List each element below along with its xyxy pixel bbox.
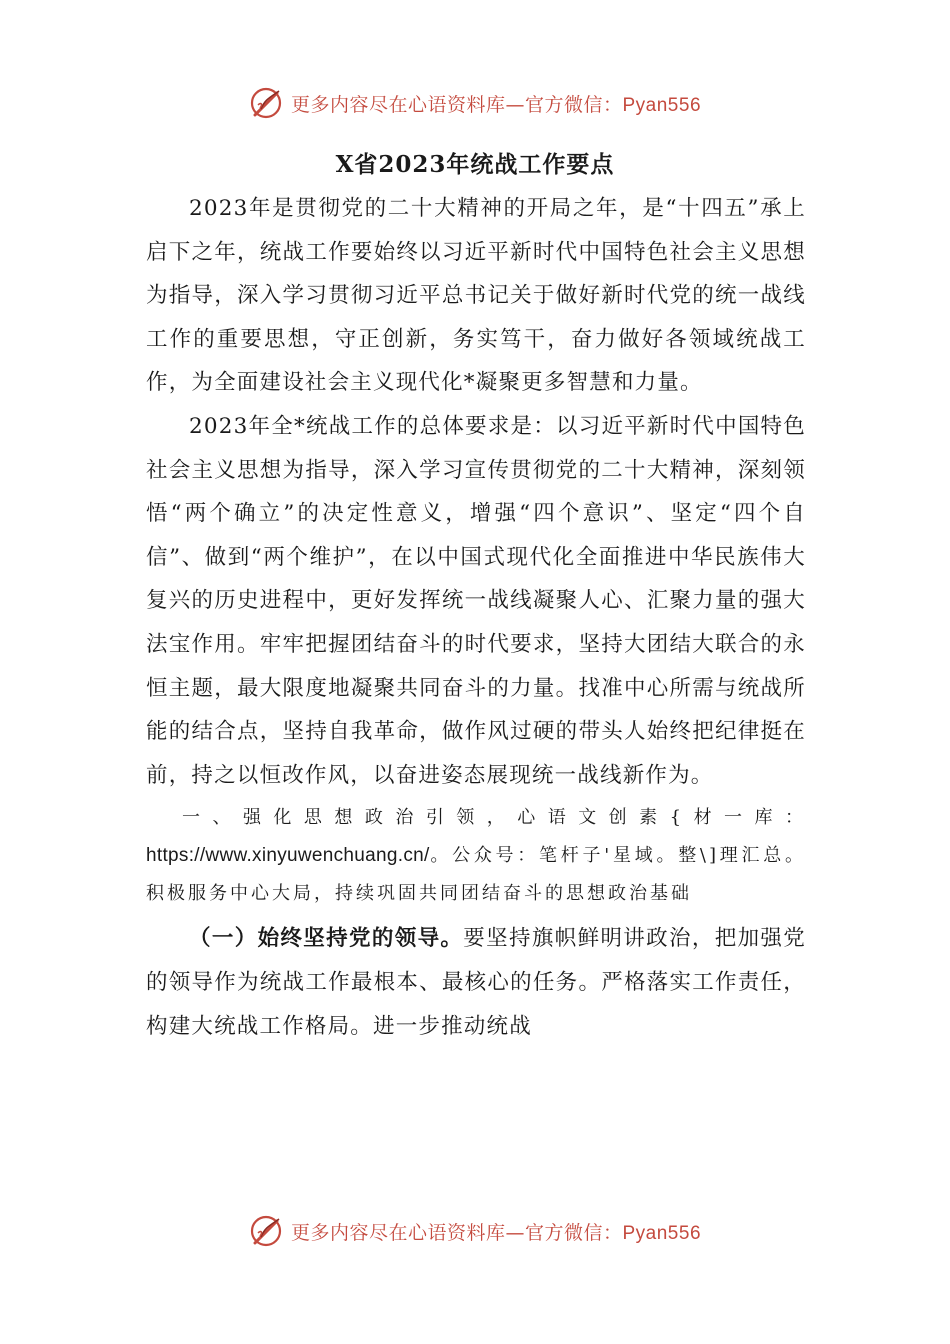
watermark-banner-bottom	[0, 1211, 950, 1251]
document-body	[146, 187, 806, 1048]
section-1-heading	[146, 799, 806, 913]
watermark-banner-top	[0, 83, 950, 123]
section-1-url: https://www.xinyuwenchuang.cn/	[146, 845, 430, 867]
pen-logo-icon	[249, 85, 285, 121]
paragraph-1: 2023年是贯彻党的二十大精神的开局之年，是“十四五”承上启下之年，统战工作要始终以习近平新时代中国特色社会主义思想为指导，深入学习贯彻习近平总书记关于做好新时代党的统一战线工作的重要思想，守正创新，务实笃干，奋力做好各领域统战工作，为全面建设社会主义现代化*凝聚更多智慧和力量。	[146, 196, 806, 396]
pen-logo-icon	[249, 1213, 285, 1249]
section-1-heading-part1: 一、强化思想政治引领，心语文创素{材一库：	[182, 807, 806, 829]
subsection-1	[146, 917, 806, 1048]
watermark-text	[291, 1218, 701, 1245]
watermark-text	[291, 90, 701, 117]
subsection-1-heading: （一）始终坚持党的领导。	[189, 926, 464, 952]
section-1-heading-part2: 。公众号：笔杆子'星域。整\]理汇总。积极服务中心大局，持续巩固共同团结奋斗的思想政治基础	[146, 845, 806, 905]
watermark-label: 更多内容尽在心语资料库—官方微信：	[290, 93, 623, 116]
watermark-wechat-id: Pyan556	[622, 1222, 702, 1244]
document-title: X省2023年统战工作要点	[335, 151, 615, 178]
watermark-wechat-id: Pyan556	[622, 94, 702, 116]
paragraph-2: 2023年全*统战工作的总体要求是：以习近平新时代中国特色社会主义思想为指导，深入学习宣传贯彻党的二十大精神，深刻领悟“两个确立”的决定性意义，增强“四个意识”、坚定“四个自信”、做到“两个维护”，在以中国式现代化全面推进中华民族伟大复兴的历史进程中，更好发挥统一战线凝聚人心、汇聚力量的强大法宝作用。牢牢把握团结奋斗的时代要求，坚持大团结大联合的永恒主题，最大限度地凝聚共同奋斗的力量。找准中心所需与统战所能的结合点，坚持自我革命，做作风过硬的带头人始终把纪律挺在前，持之以恒改作风，以奋进姿态展现统一战线新作为。	[146, 413, 806, 788]
subsection-1-text: 要坚持旗帜鲜明讲政治，把加强党的领导作为统战工作最根本、最核心的任务。严格落实工作责任，构建大统战工作格局。进一步推动统战	[146, 926, 806, 1039]
watermark-label: 更多内容尽在心语资料库—官方微信：	[290, 1221, 623, 1244]
